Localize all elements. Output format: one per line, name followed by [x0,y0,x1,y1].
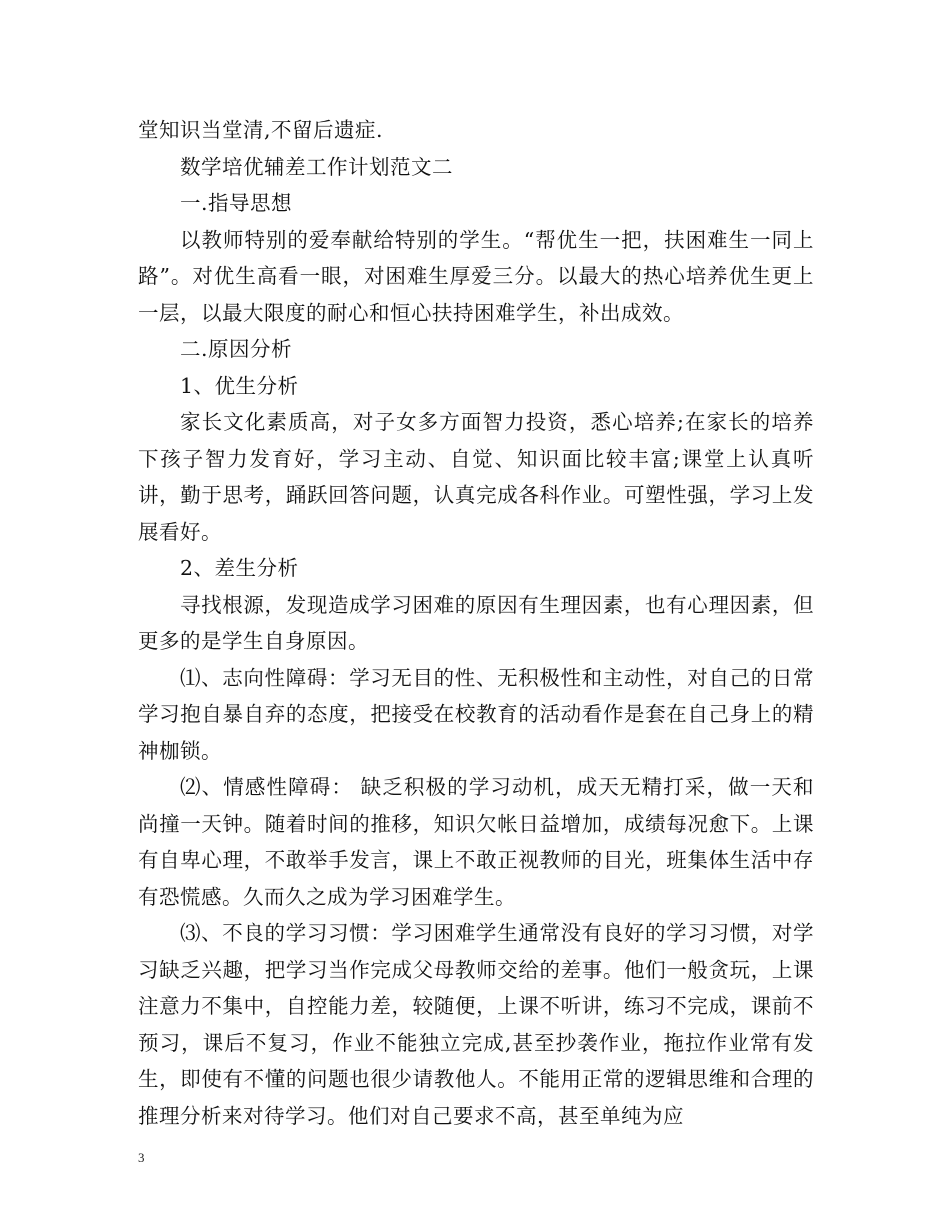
subheading: 1、优生分析 [180,373,299,398]
page-number: 3 [138,1150,145,1165]
paragraph: 寻找根源，发现造成学习困难的原因有生理因素，也有心理因素，但更多的是学生自身原因。 [138,592,814,653]
paragraph: ⑵、情感性障碍： 缺乏积极的学习动机，成天无精打采，做一天和尚撞一天钟。随着时间的推移，知识欠帐日益增加，成绩每况愈下。上课有自卑心理，不敢举手发言，课上不敢正视教师的目光，班集体生活中存有恐慌感。久而久之成为学习困难学生。 [138,775,814,909]
paragraph: ⑴、志向性障碍：学习无目的性、无积极性和主动性，对自己的日常学习抱自暴自弃的态度，把接受在校教育的活动看作是套在自己身上的精神枷锁。 [138,665,814,763]
heading: 一.指导思想 [180,191,293,215]
paragraph: 堂知识当堂清,不留后遗症. [138,118,384,142]
paragraph: 以教师特别的爱奉献给特别的学生。“帮优生一把，扶困难生一同上路”。对优生高看一眼，对困难生厚爱三分。以最大的热心培养优生更上一层，以最大限度的耐心和恒心扶持困难学生，补出成效。 [138,227,814,325]
document-body [138,112,814,1134]
paragraph: 家长文化素质高，对子女多方面智力投资，悉心培养;在家长的培养下孩子智力发育好，学习主动、自觉、知识面比较丰富;课堂上认真听讲，勤于思考，踊跃回答问题，认真完成各科作业。可塑性强，学习上发展看好。 [138,410,814,544]
subheading: 2、差生分析 [180,556,299,580]
section-title: 数学培优辅差工作计划范文二 [180,154,453,179]
paragraph: ⑶、不良的学习习惯：学习困难学生通常没有良好的学习习惯，对学习缺乏兴趣，把学习当作完成父母教师交给的差事。他们一般贪玩，上课注意力不集中，自控能力差，较随便，上课不听讲，练习不完成，课前不预习，课后不复习，作业不能独立完成,甚至抄袭作业，拖拉作业常有发生，即使有不懂的问题也很少请教他人。不能用正常的逻辑思维和合理的推理分析来对待学习。他们对自己要求不高，甚至单纯为应 [138,921,814,1128]
heading: 二.原因分析 [180,337,293,361]
